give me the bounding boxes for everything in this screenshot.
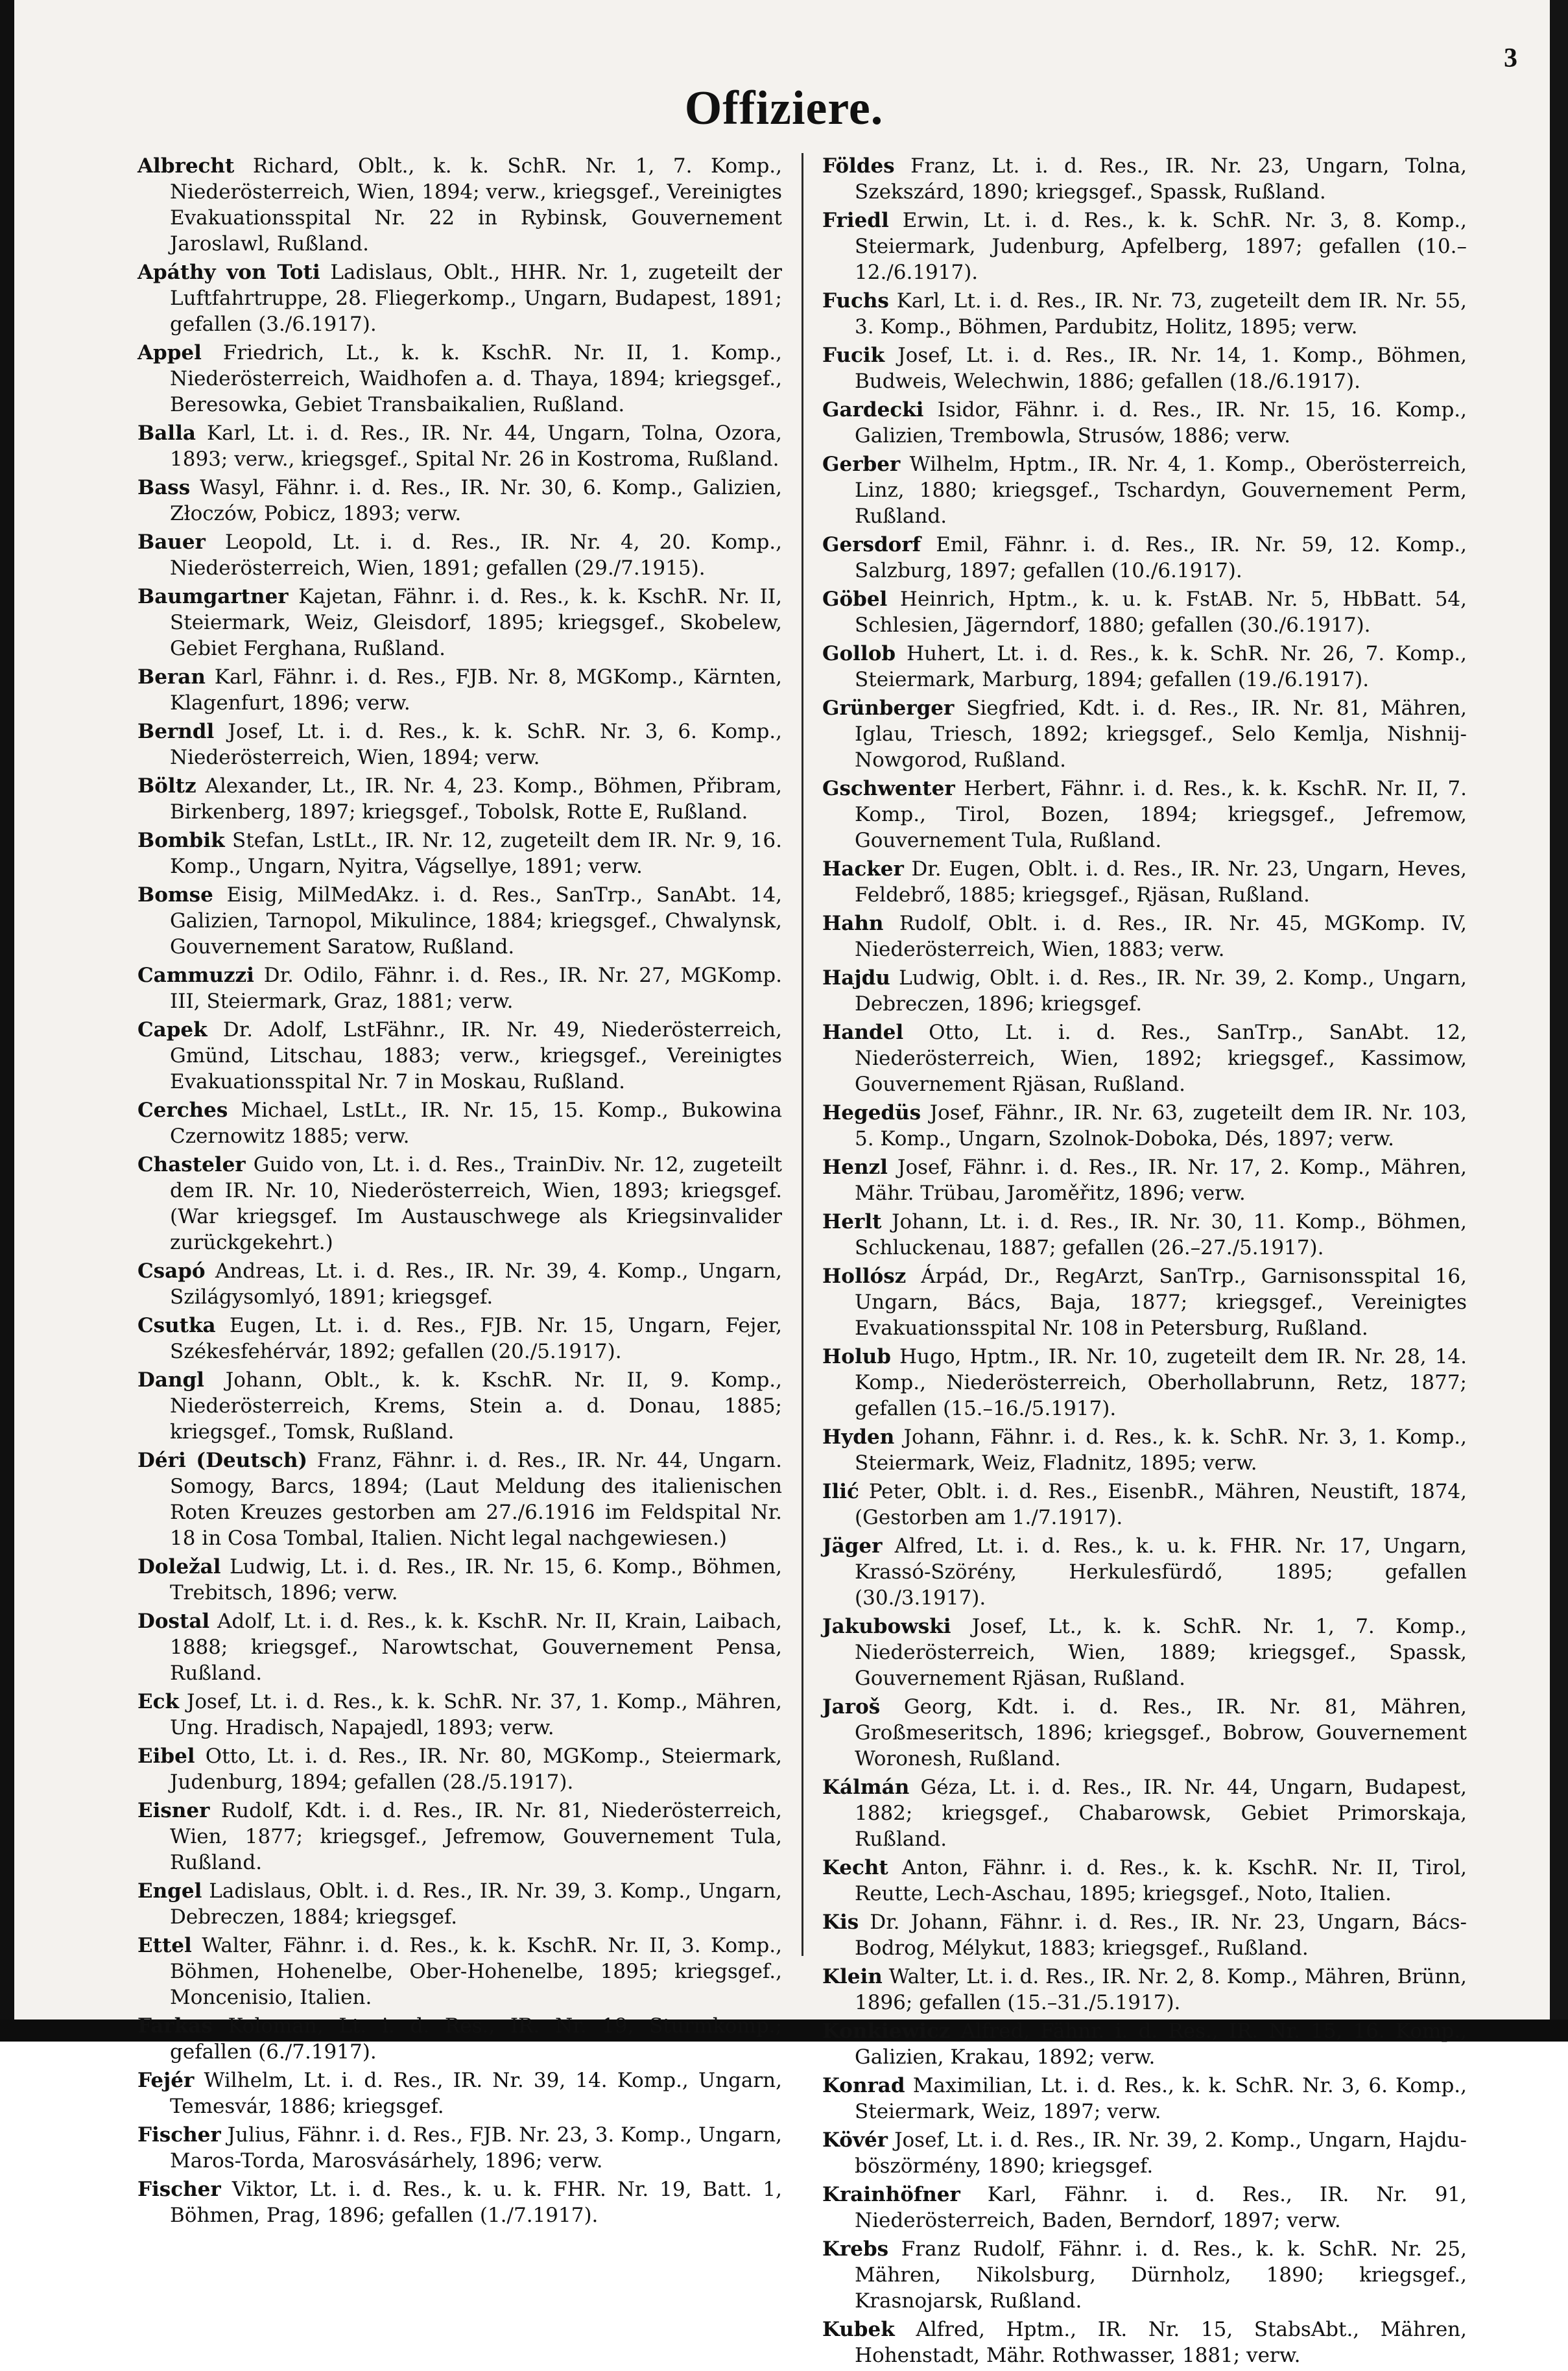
register-entry bbox=[822, 1614, 1467, 1691]
entry-surname: Kálmán bbox=[822, 1776, 910, 1799]
entry-details: Árpád, Dr., RegArzt, SanTrp., Garnisonsspital 16, Ungarn, Bács, Baja, 1877; kriegsgef., Vereinigtes Evakuationsspital Nr. 108 in Petersburg, Rußland. bbox=[855, 1265, 1467, 1340]
entry-details: Karl, Lt. i. d. Res., IR. Nr. 73, zugeteilt dem IR. Nr. 55, 3. Komp., Böhmen, Pardubitz, Holitz, 1895; verw. bbox=[855, 289, 1467, 339]
register-entry bbox=[822, 1533, 1467, 1611]
register-entry bbox=[822, 911, 1467, 962]
register-entry bbox=[137, 1608, 782, 1686]
entry-surname: Bomse bbox=[137, 883, 213, 907]
register-entry bbox=[137, 153, 782, 257]
entry-surname: Gschwenter bbox=[822, 777, 955, 800]
entry-surname: Bombik bbox=[137, 829, 225, 852]
entry-surname: Hacker bbox=[822, 857, 904, 881]
register-entry bbox=[137, 773, 782, 825]
entry-surname: Ilić bbox=[822, 1480, 859, 1503]
entry-surname: Jäger bbox=[822, 1534, 883, 1558]
register-entry bbox=[822, 288, 1467, 340]
entry-surname: Berndl bbox=[137, 720, 215, 743]
register-entry bbox=[822, 1909, 1467, 1961]
entry-details: Julius, Fähnr. i. d. Res., FJB. Nr. 23, 3. Komp., Ungarn, Maros-Torda, Marosvásárhely, 1896; verw. bbox=[170, 2123, 783, 2173]
register-entry bbox=[137, 882, 782, 960]
entry-details: Ladislaus, Oblt., HHR. Nr. 1, zugeteilt der Luftfahrtruppe, 28. Fliegerkomp., Ungarn, Budapest, 1891; gefallen (3./6.1917). bbox=[170, 261, 782, 336]
entry-details: Eisig, MilMedAkz. i. d. Res., SanTrp., SanAbt. 14, Galizien, Tarnopol, Mikulince, 1884; kriegsgef., Chwalynsk, Gouvernement Saratow, Rußland. bbox=[170, 883, 782, 959]
entry-details: Josef, Lt. i. d. Res., IR. Nr. 39, 2. Komp., Ungarn, Hajdu-böszörmény, 1890; kriegsgef. bbox=[855, 2128, 1467, 2178]
entry-details: Hugo, Hptm., IR. Nr. 10, zugeteilt dem IR. Nr. 28, 14. Komp., Niederösterreich, Oberhollabrunn, Retz, 1877; gefallen (15.–16./5.1917). bbox=[855, 1345, 1467, 1420]
entry-surname: Henzl bbox=[822, 1156, 888, 1179]
register-entry bbox=[137, 664, 782, 716]
entry-details: Karl, Fähnr. i. d. Res., FJB. Nr. 8, MGKomp., Kärnten, Klagenfurt, 1896; verw. bbox=[170, 665, 782, 715]
entry-surname: Eck bbox=[137, 1690, 179, 1713]
entry-details: Eugen, Lt. i. d. Res., FJB. Nr. 15, Ungarn, Fejer, Székesfehérvár, 1892; gefallen (20./5.1917). bbox=[170, 1314, 782, 1363]
entry-details: Josef, Lt., k. k. SchR. Nr. 1, 7. Komp., Niederösterreich, Wien, 1889; kriegsgef., Spassk, Gouvernement Rjäsan, Rußland. bbox=[855, 1615, 1467, 1690]
entry-details: Ludwig, Lt. i. d. Res., IR. Nr. 15, 6. Komp., Böhmen, Trebitsch, 1896; verw. bbox=[170, 1555, 782, 1604]
entry-details: Adolf, Lt. i. d. Res., k. k. KschR. Nr. II, Krain, Laibach, 1888; kriegsgef., Narowtschat, Gouvernement Pensa, Rußland. bbox=[170, 1610, 782, 1685]
register-entry bbox=[137, 2122, 782, 2174]
register-entry bbox=[137, 2176, 782, 2228]
register-entry bbox=[822, 208, 1467, 285]
entry-surname: Bauer bbox=[137, 530, 206, 554]
entry-surname: Gersdorf bbox=[822, 533, 921, 556]
entry-details: Johann, Fähnr. i. d. Res., k. k. SchR. Nr. 3, 1. Komp., Steiermark, Weiz, Fladnitz, 1895; verw. bbox=[855, 1425, 1467, 1475]
entry-details: Franz, Lt. i. d. Res., IR. Nr. 23, Ungarn, Tolna, Szekszárd, 1890; kriegsgef., Spassk, Rußland. bbox=[855, 154, 1467, 204]
register-entry bbox=[137, 1448, 782, 1551]
register-entry bbox=[822, 153, 1467, 205]
register-entry bbox=[822, 1100, 1467, 1152]
register-entry bbox=[822, 1479, 1467, 1531]
register-entry bbox=[137, 259, 782, 337]
page-number: 3 bbox=[1504, 43, 1517, 73]
entry-surname: Hajdu bbox=[822, 966, 890, 990]
register-entry bbox=[822, 1209, 1467, 1261]
scan-edge-left bbox=[0, 0, 14, 2042]
entry-surname: Déri (Deutsch) bbox=[137, 1449, 308, 1472]
entry-details: Peter, Oblt. i. d. Res., EisenbR., Mähren, Neustift, 1874, (Gestorben am 1./7.1917). bbox=[855, 1480, 1467, 1529]
entry-surname: Hyden bbox=[822, 1425, 895, 1449]
entry-details: Johann, Oblt., k. k. KschR. Nr. II, 9. Komp., Niederösterreich, Krems, Stein a. d. Donau, 1885; kriegsgef., Tomsk, Rußland. bbox=[170, 1368, 782, 1444]
register-entry bbox=[137, 475, 782, 527]
entry-details: Josef, Fähnr. i. d. Res., IR. Nr. 17, 2. Komp., Mähren, Mähr. Trübau, Jaroměřitz, 1896; verw. bbox=[855, 1156, 1467, 1205]
register-entry bbox=[137, 1743, 782, 1795]
register-entry bbox=[822, 1019, 1467, 1097]
entry-surname: Csutka bbox=[137, 1314, 216, 1337]
register-entry bbox=[137, 2067, 782, 2119]
entry-surname: Beran bbox=[137, 665, 206, 689]
entry-details: Dr. Eugen, Oblt. i. d. Res., IR. Nr. 23, Ungarn, Heves, Feldebrő, 1885; kriegsgef., Rjäsan, Rußland. bbox=[855, 857, 1467, 907]
entry-surname: Balla bbox=[137, 422, 196, 445]
entry-surname: Bass bbox=[137, 476, 191, 499]
register-entry bbox=[137, 1798, 782, 1876]
entry-details: Emil, Fähnr. i. d. Res., IR. Nr. 59, 12. Komp., Salzburg, 1897; gefallen (10./6.1917). bbox=[855, 533, 1467, 582]
text-columns bbox=[137, 153, 1471, 2371]
register-entry bbox=[822, 342, 1467, 394]
entry-surname: Krainhöfner bbox=[822, 2183, 960, 2206]
entry-details: Rudolf, Oblt. i. d. Res., IR. Nr. 45, MGKomp. IV, Niederösterreich, Wien, 1883; verw. bbox=[855, 912, 1467, 961]
entry-details: Josef, Lt. i. d. Res., k. k. SchR. Nr. 3, 6. Komp., Niederösterreich, Wien, 1894; verw. bbox=[170, 720, 782, 769]
register-entry bbox=[137, 1313, 782, 1364]
entry-details: Franz, Fähnr. i. d. Res., IR. Nr. 44, Ungarn. Somogy, Barcs, 1894; (Laut Meldung des italienischen Roten Kreuzes gestorben am 27./6.1916 im Feldspital Nr. 18 in Cosa Tombal, Italien. Nicht legal nachgewiesen.) bbox=[170, 1449, 782, 1550]
entry-surname: Fischer bbox=[137, 2178, 221, 2201]
register-entry bbox=[822, 641, 1467, 693]
entry-details: Guido von, Lt. i. d. Res., TrainDiv. Nr. 12, zugeteilt dem IR. Nr. 10, Niederösterreich, Wien, 1893; kriegsgef. (War kriegsgef. Im Austauschwege als Kriegsinvalider zurückgekehrt.) bbox=[170, 1153, 783, 1254]
entry-surname: Kubek bbox=[822, 2318, 895, 2341]
entry-details: Otto, Lt. i. d. Res., SanTrp., SanAbt. 12, Niederösterreich, Wien, 1892; kriegsgef., Kassimow, Gouvernement Rjäsan, Rußland. bbox=[855, 1021, 1467, 1096]
entry-surname: Gollob bbox=[822, 642, 896, 665]
register-entry bbox=[822, 586, 1467, 638]
entry-surname: Fuchs bbox=[822, 289, 889, 313]
entry-details: Isidor, Fähnr. i. d. Res., IR. Nr. 15, 16. Komp., Galizien, Trembowla, Strusów, 1886; verw. bbox=[855, 398, 1467, 447]
register-entry bbox=[822, 2182, 1467, 2234]
entry-details: Anton, Fähnr. i. d. Res., k. k. KschR. Nr. II, Tirol, Reutte, Lech-Aschau, 1895; kriegsgef., Noto, Italien. bbox=[855, 1856, 1467, 1905]
entry-details: Maximilian, Lt. i. d. Res., k. k. SchR. Nr. 3, 6. Komp., Steiermark, Weiz, 1897; verw. bbox=[855, 2074, 1467, 2123]
entry-surname: Krebs bbox=[822, 2237, 889, 2261]
register-entry bbox=[822, 1263, 1467, 1341]
entry-surname: Gerber bbox=[822, 453, 901, 476]
register-entry bbox=[137, 1689, 782, 1741]
entry-details: Josef, Lt. i. d. Res., k. k. SchR. Nr. 37, 1. Komp., Mähren, Ung. Hradisch, Napajedl, 1893; verw. bbox=[170, 1690, 782, 1739]
entry-surname: Fucik bbox=[822, 344, 885, 367]
entry-details: Josef, Fähnr., IR. Nr. 63, zugeteilt dem IR. Nr. 103, 5. Komp., Ungarn, Szolnok-Doboka, Dés, 1897; verw. bbox=[855, 1101, 1467, 1150]
register-entry bbox=[137, 340, 782, 418]
register-entry bbox=[822, 397, 1467, 449]
entry-details: Dr. Johann, Fähnr. i. d. Res., IR. Nr. 23, Ungarn, Bács-Bodrog, Mélykut, 1883; kriegsgef., Rußland. bbox=[855, 1911, 1467, 1960]
column-right bbox=[822, 153, 1467, 2371]
entry-surname: Hahn bbox=[822, 912, 884, 935]
entry-details: Johann, Lt. i. d. Res., IR. Nr. 30, 11. Komp., Böhmen, Schluckenau, 1887; gefallen (26.–27./5.1917). bbox=[855, 1210, 1467, 1259]
register-entry bbox=[137, 1554, 782, 1606]
register-entry bbox=[822, 965, 1467, 1017]
entry-surname: Ettel bbox=[137, 1934, 192, 1957]
entry-details: Richard, Oblt., k. k. SchR. Nr. 1, 7. Komp., Niederösterreich, Wien, 1894; verw., kriegsgef., Vereinigtes Evakuationsspital Nr. 22 in Rybinsk, Gouvernement Jaroslawl, Rußland. bbox=[170, 154, 782, 256]
entry-details: Michael, LstLt., IR. Nr. 15, 15. Komp., Bukowina Czernowitz 1885; verw. bbox=[170, 1099, 782, 1148]
entry-details: Andreas, Lt. i. d. Res., IR. Nr. 39, 4. Komp., Ungarn, Szilágysomlyó, 1891; kriegsgef. bbox=[170, 1259, 782, 1309]
entry-surname: Göbel bbox=[822, 588, 888, 611]
entry-details: Wilhelm, Lt. i. d. Res., IR. Nr. 39, 14. Komp., Ungarn, Temesvár, 1886; kriegsgef. bbox=[170, 2069, 782, 2118]
entry-surname: Dostal bbox=[137, 1610, 210, 1633]
register-entry bbox=[822, 2317, 1467, 2368]
register-entry bbox=[822, 532, 1467, 584]
entry-surname: Cerches bbox=[137, 1099, 228, 1122]
entry-details: Kajetan, Fähnr. i. d. Res., k. k. KschR. Nr. II, Steiermark, Weiz, Gleisdorf, 1895; kriegsgef., Skobelew, Gebiet Ferghana, Rußland. bbox=[170, 585, 782, 660]
entry-details: Herbert, Fähnr. i. d. Res., k. k. KschR. Nr. II, 7. Komp., Tirol, Bozen, 1894; kriegsgef., Jefremow, Gouvernement Tula, Rußland. bbox=[855, 777, 1467, 852]
entry-details: Koloman, Lt. i. d. Res., IR. Nr. 19, Sturmkomp.; gefallen (6./7.1917). bbox=[170, 2014, 782, 2064]
entry-surname: Klein bbox=[822, 1965, 883, 1988]
scan-edge-right bbox=[1550, 0, 1568, 2042]
entry-surname: Farkas bbox=[137, 2014, 213, 2038]
register-entry bbox=[822, 695, 1467, 773]
entry-surname: Chasteler bbox=[137, 1153, 246, 1176]
entry-details: Walter, Fähnr. i. d. Res., k. k. KschR. Nr. II, 3. Komp., Böhmen, Hohenelbe, Ober-Hohenelbe, 1895; kriegsgef., Moncenisio, Italien. bbox=[170, 1934, 782, 2009]
register-entry bbox=[137, 529, 782, 581]
register-entry bbox=[822, 2018, 1467, 2070]
entry-surname: Baumgartner bbox=[137, 585, 289, 608]
entry-surname: Herlt bbox=[822, 1210, 882, 1233]
entry-details: Karl, Fähnr. i. d. Res., IR. Nr. 91, Niederösterreich, Baden, Berndorf, 1897; verw. bbox=[855, 2183, 1467, 2232]
entry-surname: Konrad bbox=[822, 2074, 905, 2097]
entry-surname: Böltz bbox=[137, 774, 196, 798]
entry-details: Friedrich, Lt., k. k. KschR. Nr. II, 1. Komp., Niederösterreich, Waidhofen a. d. Thaya, 1894; kriegsgef., Beresowka, Gebiet Transbaikalien, Rußland. bbox=[170, 341, 782, 416]
entry-details: Heinrich, Hptm., k. u. k. FstAB. Nr. 5, HbBatt. 54, Schlesien, Jägerndorf, 1880; gefallen (30./6.1917). bbox=[855, 588, 1467, 637]
register-entry bbox=[822, 1154, 1467, 1206]
entry-surname: Eisner bbox=[137, 1799, 210, 1822]
entry-details: Leopold, Lt. i. d. Res., IR. Nr. 4, 20. Komp., Niederösterreich, Wien, 1891; gefallen (29./7.1915). bbox=[170, 530, 782, 580]
register-entry bbox=[822, 2073, 1467, 2125]
register-entry bbox=[137, 1152, 782, 1256]
entry-details: Walter, Lt. i. d. Res., IR. Nr. 2, 8. Komp., Mähren, Brünn, 1896; gefallen (15.–31./5.1917). bbox=[855, 1965, 1467, 2014]
entry-surname: Capek bbox=[137, 1018, 208, 1042]
register-entry bbox=[822, 1774, 1467, 1852]
entry-details: Franz Rudolf, Fähnr. i. d. Res., k. k. SchR. Nr. 25, Mähren, Nikolsburg, Dürnholz, 1890; kriegsgef., Krasnojarsk, Rußland. bbox=[855, 2237, 1467, 2313]
register-entry bbox=[822, 1694, 1467, 1772]
register-entry bbox=[822, 856, 1467, 908]
entry-details: Alexander, Lt., IR. Nr. 4, 23. Komp., Böhmen, Přibram, Birkenberg, 1897; kriegsgef., Tobolsk, Rotte E, Rußland. bbox=[170, 774, 782, 824]
entry-details: Huhert, Lt. i. d. Res., k. k. SchR. Nr. 26, 7. Komp., Steiermark, Marburg, 1894; gefallen (19./6.1917). bbox=[855, 642, 1467, 691]
entry-details: Ladislaus, Oblt. i. d. Res., IR. Nr. 39, 3. Komp., Ungarn, Debreczen, 1884; kriegsgef. bbox=[170, 1879, 783, 1929]
entry-details: Wasyl, Fähnr. i. d. Res., IR. Nr. 30, 6. Komp., Galizien, Złoczów, Pobicz, 1893; verw. bbox=[170, 476, 782, 525]
entry-surname: Grünberger bbox=[822, 697, 955, 720]
register-entry bbox=[137, 1933, 782, 2010]
entry-details: Dr. Adolf, LstFähnr., IR. Nr. 49, Niederösterreich, Gmünd, Litschau, 1883; verw., kriegsgef., Vereinigtes Evakuationsspital Nr. 7 in Moskau, Rußland. bbox=[170, 1018, 783, 1093]
entry-details: Alfred, Fähnr. i. d. Res., IR. Nr. 15, 16. Komp., Galizien, Krakau, 1892; verw. bbox=[855, 2020, 1467, 2069]
entry-details: Viktor, Lt. i. d. Res., k. u. k. FHR. Nr. 19, Batt. 1, Böhmen, Prag, 1896; gefallen (1./7.1917). bbox=[170, 2178, 782, 2227]
entry-surname: Jaroš bbox=[822, 1695, 881, 1719]
register-entry bbox=[137, 1367, 782, 1445]
entry-surname: Konkiewicz bbox=[822, 2020, 951, 2043]
register-entry bbox=[137, 420, 782, 472]
entry-details: Stefan, LstLt., IR. Nr. 12, zugeteilt dem IR. Nr. 9, 16. Komp., Ungarn, Nyitra, Vágsellye, 1891; verw. bbox=[170, 829, 782, 878]
register-entry bbox=[137, 1878, 782, 1930]
entry-details: Dr. Odilo, Fähnr. i. d. Res., IR. Nr. 27, MGKomp. III, Steiermark, Graz, 1881; verw. bbox=[170, 964, 782, 1013]
entry-details: Otto, Lt. i. d. Res., IR. Nr. 80, MGKomp., Steiermark, Judenburg, 1894; gefallen (28./5.1917). bbox=[170, 1745, 782, 1794]
entry-surname: Doležal bbox=[137, 1555, 221, 1579]
register-entry bbox=[822, 1855, 1467, 1907]
entry-surname: Handel bbox=[822, 1021, 904, 1044]
register-entry bbox=[822, 776, 1467, 853]
entry-surname: Cammuzzi bbox=[137, 964, 254, 987]
entry-surname: Jakubowski bbox=[822, 1615, 951, 1638]
entry-surname: Kecht bbox=[822, 1856, 888, 1879]
entry-details: Ludwig, Oblt. i. d. Res., IR. Nr. 39, 2. Komp., Ungarn, Debreczen, 1896; kriegsgef. bbox=[855, 966, 1467, 1016]
register-entry bbox=[137, 719, 782, 770]
entry-surname: Appel bbox=[137, 341, 202, 364]
entry-surname: Albrecht bbox=[137, 154, 235, 178]
register-entry bbox=[822, 451, 1467, 529]
entry-surname: Eibel bbox=[137, 1745, 195, 1768]
entry-surname: Kis bbox=[822, 1911, 859, 1934]
register-entry bbox=[822, 1964, 1467, 2016]
register-entry bbox=[137, 1258, 782, 1310]
entry-surname: Fischer bbox=[137, 2123, 221, 2147]
entry-details: Géza, Lt. i. d. Res., IR. Nr. 44, Ungarn, Budapest, 1882; kriegsgef., Chabarowsk, Gebiet Primorskaja, Rußland. bbox=[855, 1776, 1467, 1851]
entry-surname: Dangl bbox=[137, 1368, 204, 1392]
entry-details: Josef, Lt. i. d. Res., IR. Nr. 14, 1. Komp., Böhmen, Budweis, Welechwin, 1886; gefallen (18./6.1917). bbox=[855, 344, 1467, 393]
entry-surname: Gardecki bbox=[822, 398, 924, 422]
entry-surname: Kövér bbox=[822, 2128, 888, 2152]
entry-details: Alfred, Hptm., IR. Nr. 15, StabsAbt., Mähren, Hohenstadt, Mähr. Rothwasser, 1881; verw. bbox=[855, 2318, 1467, 2367]
register-entry bbox=[822, 1344, 1467, 1422]
register-entry bbox=[137, 584, 782, 661]
register-entry bbox=[822, 2236, 1467, 2314]
entry-surname: Hollósz bbox=[822, 1265, 907, 1288]
entry-details: Georg, Kdt. i. d. Res., IR. Nr. 81, Mähren, Großmeseritsch, 1896; kriegsgef., Bobrow, Gouvernement Woronesh, Rußland. bbox=[855, 1695, 1467, 1770]
entry-surname: Friedl bbox=[822, 209, 889, 232]
entry-surname: Engel bbox=[137, 1879, 202, 1903]
register-entry bbox=[137, 828, 782, 879]
entry-details: Wilhelm, Hptm., IR. Nr. 4, 1. Komp., Oberösterreich, Linz, 1880; kriegsgef., Tschardyn, Gouvernement Perm, Rußland. bbox=[855, 453, 1467, 528]
register-entry bbox=[137, 1017, 782, 1095]
entry-details: Karl, Lt. i. d. Res., IR. Nr. 44, Ungarn, Tolna, Ozora, 1893; verw., kriegsgef., Spital Nr. 26 in Kostroma, Rußland. bbox=[170, 422, 782, 471]
register-entry bbox=[822, 2127, 1467, 2179]
column-left bbox=[137, 153, 782, 2371]
entry-surname: Fejér bbox=[137, 2069, 195, 2092]
entry-details: Rudolf, Kdt. i. d. Res., IR. Nr. 81, Niederösterreich, Wien, 1877; kriegsgef., Jefremow, Gouvernement Tula, Rußland. bbox=[170, 1799, 782, 1874]
register-entry bbox=[137, 1097, 782, 1149]
entry-surname: Földes bbox=[822, 154, 895, 178]
entry-surname: Hegedüs bbox=[822, 1101, 921, 1125]
entry-surname: Csapó bbox=[137, 1259, 206, 1283]
page-title: Offiziere. bbox=[684, 82, 884, 135]
register-entry bbox=[137, 2013, 782, 2065]
entry-surname: Holub bbox=[822, 1345, 891, 1368]
entry-details: Erwin, Lt. i. d. Res., k. k. SchR. Nr. 3, 8. Komp., Steiermark, Judenburg, Apfelberg, 1897; gefallen (10.–12./6.1917). bbox=[855, 209, 1467, 284]
register-entry bbox=[822, 1424, 1467, 1476]
entry-details: Alfred, Lt. i. d. Res., k. u. k. FHR. Nr. 17, Ungarn, Krassó-Szörény, Herkulesfürdő, 1895; gefallen (30./3.1917). bbox=[855, 1534, 1467, 1610]
entry-details: Siegfried, Kdt. i. d. Res., IR. Nr. 81, Mähren, Iglau, Triesch, 1892; kriegsgef., Selo Kemlja, Nishnij-Nowgorod, Rußland. bbox=[855, 697, 1467, 772]
entry-surname: Apáthy von Toti bbox=[137, 261, 320, 284]
register-entry bbox=[137, 962, 782, 1014]
